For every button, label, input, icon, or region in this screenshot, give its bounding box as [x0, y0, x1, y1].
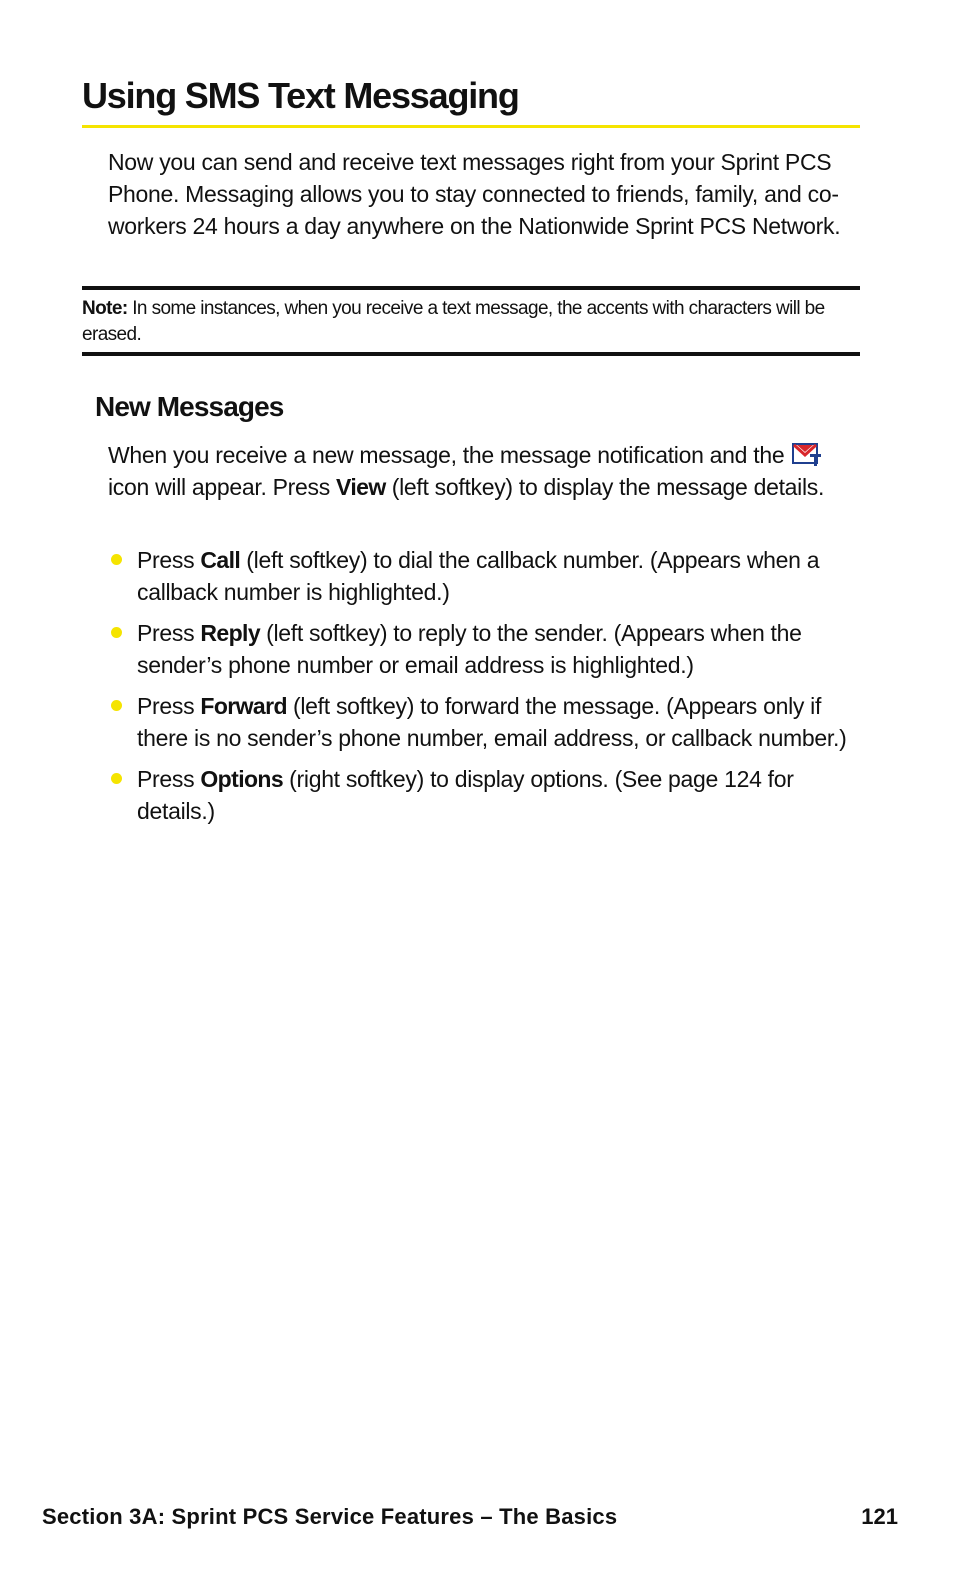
- paragraph-text-end: (left softkey) to display the message details.: [385, 474, 825, 500]
- bullet-options: [108, 763, 848, 827]
- new-messages-paragraph: [108, 439, 828, 503]
- page-title: Using SMS Text Messaging: [82, 75, 519, 116]
- bullet-prefix: Press: [137, 620, 201, 646]
- bullet-text: (left softkey) to reply to the sender. (Appears when the sender’s phone number or email address is highlighted.): [137, 620, 802, 678]
- keyword-options: Options: [200, 766, 284, 792]
- keyword-call: Call: [200, 547, 241, 573]
- paragraph-text-start: When you receive a new message, the message notification and the: [108, 442, 785, 468]
- bullet-reply: [108, 617, 848, 681]
- bullet-dot: [111, 554, 122, 565]
- keyword-view: View: [336, 474, 386, 500]
- bullet-dot: [111, 627, 122, 638]
- paragraph-text-middle: icon will appear. Press: [108, 474, 337, 500]
- note-label: Note:: [82, 298, 128, 319]
- bullet-text: (right softkey) to display options. (See page 124 for details.): [137, 766, 794, 824]
- bullet-call: [108, 544, 848, 608]
- bullet-prefix: Press: [137, 693, 201, 719]
- bullet-forward: [108, 690, 848, 754]
- keyword-forward: Forward: [200, 693, 287, 719]
- bullet-text: (left softkey) to dial the callback number. (Appears when a callback number is highlighted.): [137, 547, 820, 605]
- note-box: [82, 286, 860, 356]
- section-heading-new-messages: New Messages: [95, 391, 284, 422]
- title-rule: [82, 125, 860, 128]
- footer-page-number: 121: [861, 1504, 898, 1529]
- bullet-text: (left softkey) to forward the message. (Appears only if there is no sender’s phone number, email address, or callback number.): [137, 693, 847, 751]
- bullet-prefix: Press: [137, 766, 201, 792]
- note-text: [82, 296, 860, 348]
- bullet-dot: [111, 700, 122, 711]
- bullet-dot: [111, 773, 122, 784]
- bullet-prefix: Press: [137, 547, 201, 573]
- intro-paragraph: Now you can send and receive text messages right from your Sprint PCS Phone. Messaging allows you to stay connected to friends, family, and co-workers 24 hours a day anywhere on the Nationwide Sprint PCS Network.: [108, 149, 841, 239]
- note-body: In some instances, when you receive a text message, the accents with characters will be erased.: [82, 298, 825, 345]
- keyword-reply: Reply: [200, 620, 261, 646]
- softkey-bullet-list: [108, 544, 848, 836]
- footer-section-title: Section 3A: Sprint PCS Service Features – The Basics: [42, 1504, 618, 1529]
- new-message-envelope-icon: [792, 441, 822, 467]
